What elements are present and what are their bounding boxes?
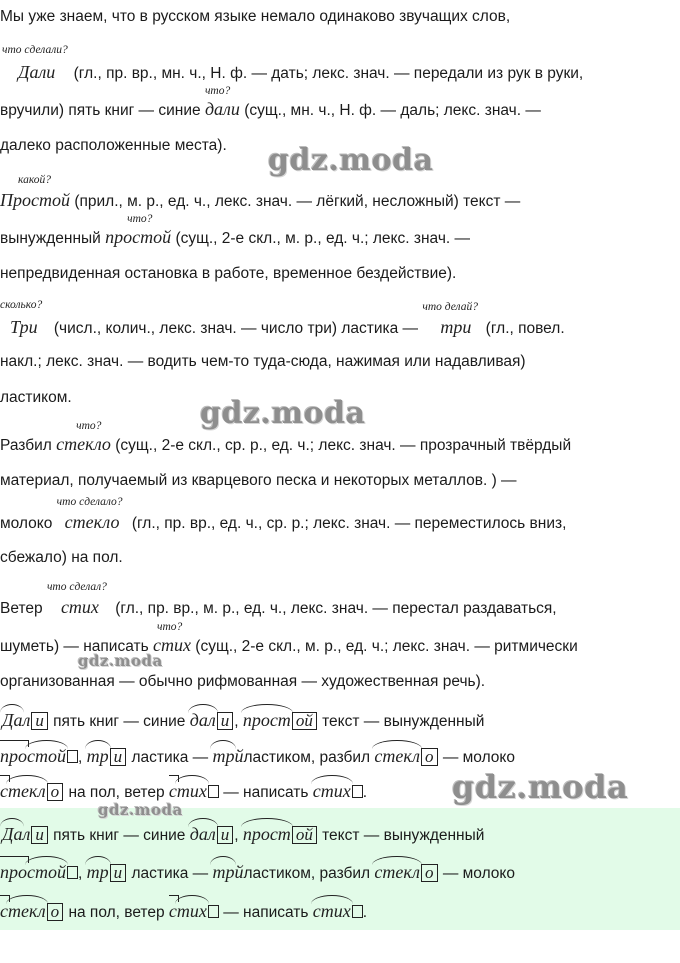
question-label: что? — [127, 213, 153, 225]
grammar-note: (сущ., мн. ч., Н. ф. — даль; лекс. знач. — — [244, 102, 541, 119]
watermark: gdz.moda — [78, 652, 163, 670]
question-label: сколько? — [0, 299, 43, 311]
watermark: gdz.moda — [98, 801, 183, 819]
morph-line1: Дал и пять книг — синие дал и , прост ой текст — вынужденный — [2, 710, 485, 730]
morph-stih-noun: стих — [313, 901, 363, 921]
morph-line2: простой , тр и ластика — трйластиком, разбил стекл о — молоко — [0, 746, 515, 766]
word-tri-verb: что делай? три — [422, 301, 478, 337]
p4-line1 — [0, 420, 572, 456]
text: ластика — — [131, 865, 209, 882]
p3-line1 — [0, 299, 565, 339]
grammar-note: (сущ., 2-е скл., м. р., ед. ч.; лекс. знач. — — [175, 230, 471, 247]
text: текст — вынужденный — [322, 713, 485, 730]
p5-line1 — [0, 581, 557, 619]
text: — молоко — [442, 865, 515, 882]
p2-line2 — [0, 213, 471, 249]
morph2-line1: Дал и пять книг — синие дал и , прост ой текст — вынужденный — [2, 824, 485, 844]
morph-dali: Дал и — [2, 710, 49, 730]
watermark: gdz.moda — [200, 396, 366, 431]
question-label: что делай? — [422, 301, 478, 313]
p4-line4: сбежало) на пол. — [0, 549, 123, 566]
morph-dali-noun: дал и — [190, 710, 234, 730]
text: на пол, ветер — [68, 904, 165, 921]
grammar-note: (гл., пр. вр., м. р., ед. ч., лекс. знач. — перестал раздаваться, — [115, 600, 557, 617]
word-stih-noun: что? стих — [152, 621, 191, 655]
watermark: gdz.moda — [268, 143, 434, 178]
word-steklo-verb: что сделало? стекло — [56, 496, 123, 532]
text: — молоко — [442, 749, 515, 766]
p2-line1 — [0, 174, 521, 212]
word-dali-noun: что? дали — [204, 85, 240, 119]
word-dali-verb: что сделали? Дали — [2, 44, 68, 82]
text: молоко — [0, 515, 53, 532]
grammar-note: (гл., пр. вр., мн. ч., Н. ф. — дать; лекс. знач. — передали из рук в руки, — [73, 65, 584, 82]
text: Ветер — [0, 600, 43, 617]
text: вручили) пять книг — синие — [0, 102, 201, 119]
word-prostoy-noun: что? простой — [105, 213, 172, 247]
text: — написать — [223, 784, 309, 801]
intro-line: Мы уже знаем, что в русском языке немало одинаково звучащих слов, — [0, 8, 511, 25]
text: — написать — [223, 904, 309, 921]
morph-prostoy: прост ой — [243, 710, 318, 730]
morph-prostoy-noun: простой — [0, 746, 78, 766]
morph-steklo-verb: стекл о — [0, 901, 64, 921]
p5-line3: организованная — обычно рифмованная — художественная речь). — [0, 673, 486, 690]
p4-line3 — [0, 496, 567, 534]
grammar-note: (сущ., 2-е скл., м. р., ед. ч.; лекс. знач. — ритмически — [195, 638, 578, 655]
grammar-note: (гл., повел. — [485, 320, 565, 337]
text: на пол, ветер — [68, 784, 165, 801]
morph2-line3: стекл о на пол, ветер стих — написать стих . — [0, 901, 368, 921]
word-steklo-noun: что? стекло — [56, 420, 111, 454]
morph-tri: тр и — [87, 746, 128, 766]
morph-tri: тр и — [87, 862, 128, 882]
p3-line3: ластиком. — [0, 389, 72, 406]
text: ластиком, разбил — [243, 749, 371, 766]
word-prostoy-adj: какой? Простой — [0, 174, 70, 210]
text: Разбил — [0, 437, 52, 454]
morph-steklo-verb: стекл о — [0, 781, 64, 801]
p4-line2: материал, получаемый из кварцевого песка и некоторых металлов. ) — — [0, 472, 517, 489]
question-label: какой? — [18, 174, 52, 186]
text: ластика — — [131, 749, 209, 766]
morph-tri-verb: трй — [212, 862, 244, 882]
morph-dali: Дал и — [2, 824, 49, 844]
watermark: gdz.moda — [452, 768, 629, 806]
morph-stih-noun: стих — [313, 781, 363, 801]
grammar-note: (числ., колич., лекс. знач. — число три) ластика — — [53, 320, 419, 337]
morph-tri-verb: трй — [212, 746, 244, 766]
morph-stih-verb: стих — [169, 781, 219, 801]
text: ластиком, разбил — [243, 865, 371, 882]
text: шуметь) — написать — [0, 638, 149, 655]
text: пять книг — синие — [53, 713, 186, 730]
question-label: что? — [204, 85, 231, 97]
text: пять книг — синие — [53, 827, 186, 844]
morph2-line2: простой , тр и ластика — трйластиком, разбил стекл о — молоко — [0, 862, 515, 882]
morph-prostoy: прост ой — [243, 824, 318, 844]
question-label: что? — [76, 420, 102, 432]
text: вынужденный — [0, 230, 101, 247]
question-label: что сделали? — [2, 44, 68, 56]
morph-steklo: стекл о — [374, 862, 438, 882]
morph-prostoy-noun: простой — [0, 862, 78, 882]
p1-line3: далеко расположенные места). — [0, 137, 227, 154]
grammar-note: (гл., пр. вр., ед. ч., ср. р.; лекс. знач. — переместилось вниз, — [131, 515, 567, 532]
morph-line3: стекл о на пол, ветер стих — написать стих . — [0, 781, 368, 801]
word-tri-num: сколько? Три — [0, 299, 43, 337]
question-label: что сделало? — [56, 496, 123, 508]
grammar-note: (сущ., 2-е скл., ср. р., ед. ч.; лекс. знач. — прозрачный твёрдый — [115, 437, 572, 454]
morph-steklo: стекл о — [374, 746, 438, 766]
word-stih-verb: что сделал? стих — [46, 581, 107, 617]
p3-line2: накл.; лекс. знач. — водить чем-то туда-сюда, нажимая или надавливая) — [0, 353, 526, 370]
p1-line2 — [0, 85, 541, 121]
p2-line3: непредвиденная остановка в работе, временное бездействие). — [0, 265, 457, 282]
p1-line1 — [2, 44, 584, 84]
morph-stih-verb: стих — [169, 901, 219, 921]
question-label: что сделал? — [46, 581, 107, 593]
text: текст — вынужденный — [322, 827, 485, 844]
question-label: что? — [156, 621, 183, 633]
grammar-note: (прил., м. р., ед. ч., лекс. знач. — лёгкий, несложный) текст — — [74, 193, 521, 210]
morph-dali-noun: дал и — [190, 824, 234, 844]
